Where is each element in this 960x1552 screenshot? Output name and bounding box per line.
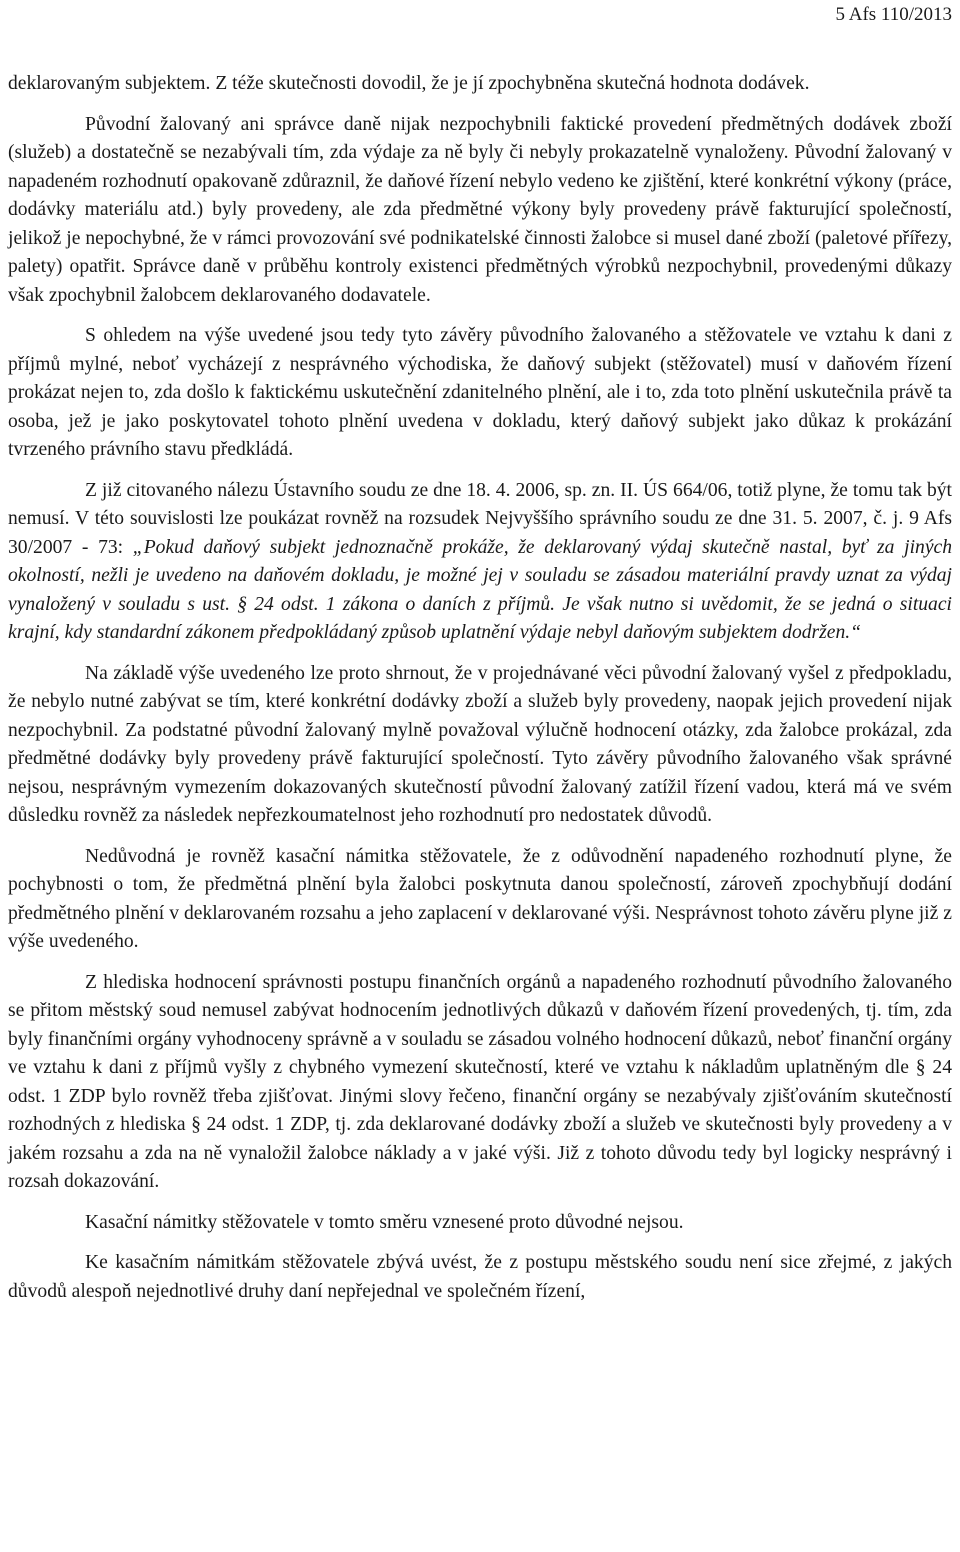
paragraph-3: S ohledem na výše uvedené jsou tedy tyto závěry původního žalovaného a stěžovatele ve vztahu k dani z příjmů mylné, neboť vycházejí z nesprávného východiska, že daňový subjekt (stěžovatel) musí v daňovém řízení prokázat nejen to, zda došlo k faktickému uskutečnění zdanitelného plnění, ale i to, zda toto plnění uskutečnila právě ta osoba, jež je jako poskytovatel tohoto plnění uvedena v dokladu, který daňový subjekt jako důkaz k prokázání tvrzeného právního stavu předkládá. — [8, 325, 952, 460]
paragraph-4-quote: „Pokud daňový subjekt jednoznačně prokáže, že deklarovaný výdaj skutečně nastal, byť za jiných okolností, nežli je uvedeno na daňovém dokladu, je možné jej v souladu se zásadou materiální pravdy uznat za výdaj vynaložený v souladu s ust. § 24 odst. 1 zákona o daních z příjmů. Je však nutno si uvědomit, že se jedná o situaci krajní, kdy standardní zákonem předpokládaný způsob uplatnění výdaje nebyl daňovým subjektem dodržen.“ — [8, 536, 953, 643]
paragraph-8: Kasační námitky stěžovatele v tomto směru vznesené proto důvodné nejsou. — [85, 1211, 684, 1233]
paragraph-2: Původní žalovaný ani správce daně nijak nezpochybnili faktické provedení předmětných dodávek zboží (služeb) a dostatečně se nezabývali tím, zda výdaje za ně byly či nebyly prokazatelně vynaloženy. Původní žalovaný v napadeném rozhodnutí opakovaně zdůraznil, že daňové řízení nebylo vedeno ke zjištění, které konkrétní výkony (práce, dodávky materiálu atd.) byly provedeny, ale zda předmětné výkony byly provedeny právě fakturující společností, jelikož je nepochybné, že v rámci provozování své podnikatelské činnosti žalobce si musel dané zboží (paletové přířezy, palety) opatřit. Správce daně v průběhu kontroly existenci předmětných výrobků nezpochybnil, provedenými důkazy však zpochybnil žalobcem deklarovaného dodavatele. — [8, 113, 952, 306]
paragraph-9: Ke kasačním námitkám stěžovatele zbývá uvést, že z postupu městského soudu není sice zřejmé, z jakých důvodů alespoň nejednotlivé druhy daní nepřejednal ve společném řízení, — [8, 1252, 952, 1302]
paragraph-4-lead: Z již citovaného nálezu Ústavního soudu ze dne 18. 4. 2006, sp. zn. II. ÚS 664/06, totiž plyne, že tomu tak být nemusí. V této souvislosti lze poukázat rovněž na rozsudek Nejvyššího správního soudu ze dne 31. 5. 2007, č. j. 9 Afs 30/2007 - 73: — [8, 479, 952, 558]
paragraph-1: deklarovaným subjektem. Z téže skutečnosti dovodil, že je jí zpochybněna skutečná hodnota dodávek. — [8, 73, 810, 94]
paragraph-4 — [8, 477, 952, 648]
document-body — [8, 70, 952, 1318]
paragraph-7: Z hlediska hodnocení správnosti postupu finančních orgánů a napadeného rozhodnutí původního žalovaného se přitom městský soud nemusel zabývat hodnocením jednotlivých důkazů v daňovém řízení provedených, tj. tím, zda byly finančními orgány vyhodnoceny správně a v souladu se zásadou volného hodnocení důkazů, neboť finanční orgány ve vztahu k dani z příjmů vyšly z chybného vymezení skutečností, které ve vztahu k nákladům uplatněným dle § 24 odst. 1 ZDP bylo rovněž třeba zjišťovat. Jinými slovy řečeno, finanční orgány se nezabývaly zjišťováním skutečností rozhodných z hlediska § 24 odst. 1 ZDP, tj. zda deklarované dodávky zboží a služeb ve skutečnosti byly provedeny a v jakém rozsahu a zda na ně vynaložil žalobce náklady a v jaké výši. Již z tohoto důvodu tedy byl logicky nesprávný i rozsah dokazování. — [8, 971, 952, 1192]
paragraph-6: Nedůvodná je rovněž kasační námitka stěžovatele, že z odůvodnění napadeného rozhodnutí plyne, že pochybnosti o tom, že předmětná plnění byla žalobci poskytnuta danou společností, zároveň zpochybňují dodání předmětného plnění v deklarovaném rozsahu a jeho zaplacení v deklarované výši. Nesprávnost tohoto závěru plyne již z výše uvedeného. — [8, 845, 952, 952]
paragraph-5: Na základě výše uvedeného lze proto shrnout, že v projednávané věci původní žalovaný vyšel z předpokladu, že nebylo nutné zabývat se tím, které konkrétní dodávky zboží a služeb byly provedeny, naopak jejich provedení nijak nezpochybnil. Za podstatné původní žalovaný mylně považoval výlučně hodnocení otázky, zda žalobce prokázal, zda předmětné dodávky byly provedeny právě fakturující společností. Tyto závěry původního žalovaného však správné nejsou, nesprávným vymezením dokazovaných skutečností původní žalovaný zatížil řízení vadou, která má ve svém důsledku rovněž za následek nepřezkoumatelnost jeho rozhodnutí pro nedostatek důvodů. — [8, 662, 952, 826]
case-number: 5 Afs 110/2013 — [835, 4, 952, 25]
